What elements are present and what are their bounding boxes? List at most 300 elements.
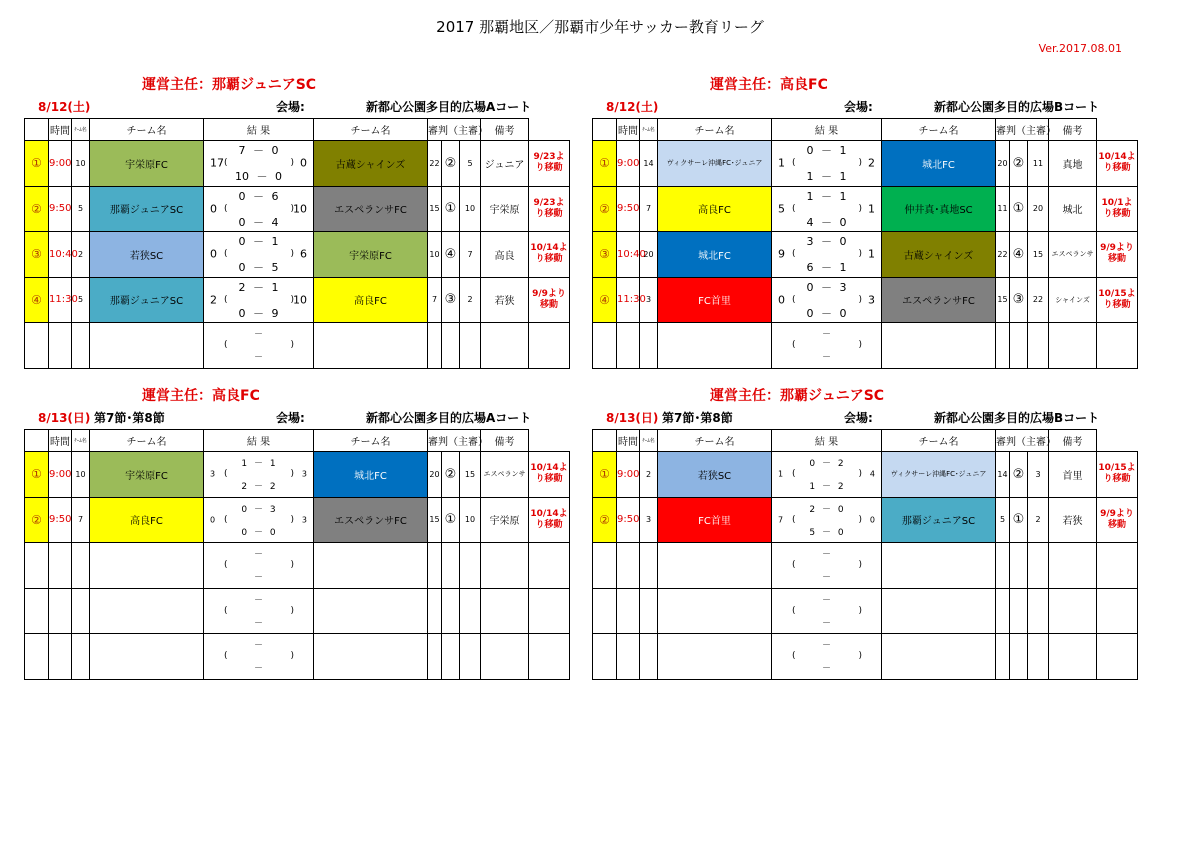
empty-cell [1097,634,1138,680]
referee-match: ② [442,452,460,498]
total-score-2: 2 [868,156,875,170]
match-row [25,141,570,187]
empty-cell [49,634,72,680]
team-2: エスペランサFC [314,497,428,543]
match-result [772,186,882,232]
empty-cell [1010,588,1028,634]
header-team-2: チーム名 [882,119,996,141]
dash-1: － [821,618,831,629]
header-num [593,119,617,141]
header-result: 結 果 [204,119,314,141]
empty-cell [593,323,617,369]
empty-cell [529,588,570,634]
match-row [25,497,570,543]
header-num [25,430,49,452]
paren-close: ) [290,340,294,351]
team-1: 城北FC [658,232,772,278]
schedule-table [592,429,1138,680]
referee-team: 宇栄原 [481,497,529,543]
empty-row [593,634,1138,680]
match-date: 8/13(日) [606,411,659,425]
paren-close: ) [290,514,294,525]
half-1-score: 1 － 1 [806,170,847,184]
team-code-2: 15 [428,186,442,232]
total-score-2: 1 [868,202,875,216]
half-2-score: 0 － 1 [238,235,279,249]
match-row [25,186,570,232]
match-result [772,323,882,369]
paren-close: ) [858,340,862,351]
total-score-2: 10 [293,202,307,216]
empty-cell [882,634,996,680]
match-result [772,452,882,498]
paren-open: ( [224,340,228,351]
paren-open: ( [792,340,796,351]
team-code-2: 15 [428,497,442,543]
match-number: ① [593,452,617,498]
referee-match: ② [1010,452,1028,498]
match-number: ② [25,497,49,543]
empty-row [593,323,1138,369]
half-2-score: 0 － 3 [806,280,847,294]
referee-match: ③ [442,277,460,323]
paren-close: ) [290,249,294,260]
team-1: 高良FC [658,186,772,232]
team-code-1: 5 [72,186,90,232]
empty-cell [882,323,996,369]
empty-cell [658,634,772,680]
match-number: ② [593,186,617,232]
empty-cell [882,588,996,634]
empty-cell [1097,323,1138,369]
match-result [204,634,314,680]
referee-team: 高良 [481,232,529,278]
match-meta [38,409,598,425]
header-time: 時間 [49,430,72,452]
team-code-1: 5 [72,277,90,323]
empty-cell [617,634,640,680]
match-result [204,452,314,498]
match-result [772,277,882,323]
match-note: 10/14より移動 [1097,141,1138,187]
total-score-2: 10 [293,293,307,307]
empty-cell [25,588,49,634]
match-number: ② [25,186,49,232]
venue-label: 会場: [844,411,873,425]
match-result [204,277,314,323]
empty-cell [529,323,570,369]
header-note: 備考 [1049,119,1097,141]
version-label: Ver.2017.08.01 [1038,42,1122,55]
match-meta [606,98,1166,114]
header-team-2: チーム名 [314,119,428,141]
schedule-table [24,118,570,369]
dash-1: － [821,664,831,675]
paren-close: ) [858,158,862,169]
empty-cell [882,543,996,589]
paren-open: ( [224,560,228,571]
referee-team: 城北 [1049,186,1097,232]
paren-close: ) [858,560,862,571]
referee-match: ④ [442,232,460,278]
paren-close: ) [290,560,294,571]
empty-cell [460,588,481,634]
match-number: ② [593,497,617,543]
match-result [204,141,314,187]
kickoff-time: 9:50 [49,186,72,232]
empty-cell [90,634,204,680]
match-note: 9/9より移動 [529,277,570,323]
venue-name: 新都心公園多目的広場Aコート [366,411,532,425]
paren-open: ( [224,469,228,480]
header-code: ﾁｰﾑ名 [72,119,90,141]
empty-cell [1028,634,1049,680]
team-1: FC首里 [658,277,772,323]
empty-cell [428,543,442,589]
total-score-2: 6 [300,247,307,261]
empty-cell [314,323,428,369]
empty-cell [442,323,460,369]
kickoff-time: 11:30 [49,277,72,323]
empty-cell [996,634,1010,680]
empty-cell [640,588,658,634]
empty-cell [72,323,90,369]
header-code: ﾁｰﾑ名 [72,430,90,452]
paren-close: ) [858,605,862,616]
match-note: 10/15より移動 [1097,452,1138,498]
header-time: 時間 [49,119,72,141]
match-number: ① [25,141,49,187]
section-label: 第7節･第8節 [94,411,165,425]
team-code-1: 3 [640,497,658,543]
empty-cell [314,588,428,634]
team-code-2: 11 [996,186,1010,232]
match-date: 8/12(土) [606,100,659,114]
empty-cell [617,323,640,369]
empty-cell [442,588,460,634]
empty-cell [25,323,49,369]
empty-cell [49,323,72,369]
venue-label: 会場: [276,411,305,425]
total-score-2: 0 [300,156,307,170]
paren-open: ( [792,203,796,214]
manager-title: 運営主任：那覇ジュニアSC [710,388,885,404]
paren-open: ( [224,203,228,214]
match-note: 10/14より移動 [529,452,570,498]
kickoff-time: 9:00 [617,141,640,187]
empty-cell [658,588,772,634]
team-code-1: 2 [72,232,90,278]
team-1: 高良FC [90,497,204,543]
match-date: 8/13(日) [38,411,91,425]
empty-cell [314,634,428,680]
match-note: 10/1より移動 [1097,186,1138,232]
empty-cell [481,588,529,634]
match-note: 10/14より移動 [529,232,570,278]
dash-2: － [253,330,263,341]
empty-cell [1028,543,1049,589]
empty-cell [49,588,72,634]
empty-cell [314,543,428,589]
match-meta [38,98,598,114]
match-note: 9/9より移動 [1097,232,1138,278]
referee-team: 若狭 [481,277,529,323]
team-2: 高良FC [314,277,428,323]
empty-cell [658,323,772,369]
total-score-1: 0 [210,515,216,525]
referee-code: 7 [460,232,481,278]
match-number: ④ [25,277,49,323]
total-score-2: 0 [869,515,875,525]
empty-cell [617,543,640,589]
section-label: 第7節･第8節 [662,411,733,425]
team-code-2: 14 [996,452,1010,498]
match-result [204,186,314,232]
match-row [593,232,1138,278]
total-score-1: 17 [210,156,224,170]
empty-cell [996,323,1010,369]
header-note: 備考 [481,430,529,452]
schedule-table [24,429,570,680]
referee-match: ④ [1010,232,1028,278]
empty-row [25,588,570,634]
dash-2: － [821,330,831,341]
half-1-score: 10 － 0 [235,170,282,184]
manager-title: 運営主任：高良FC [710,77,828,93]
manager-title: 運営主任：高良FC [142,388,260,404]
team-1: 宇栄原FC [90,452,204,498]
referee-team: 宇栄原 [481,186,529,232]
kickoff-time: 11:30 [617,277,640,323]
paren-open: ( [224,249,228,260]
kickoff-time: 9:50 [49,497,72,543]
team-1: 若狭SC [658,452,772,498]
match-meta [606,409,1166,425]
paren-open: ( [792,158,796,169]
match-row [25,452,570,498]
header-code: ﾁｰﾑ名 [640,119,658,141]
half-1-score: 4 － 0 [806,215,847,229]
empty-cell [593,588,617,634]
header-num [25,119,49,141]
kickoff-time: 10:40 [49,232,72,278]
empty-cell [1010,323,1028,369]
referee-team: 若狭 [1049,497,1097,543]
referee-team: 真地 [1049,141,1097,187]
team-2: 宇栄原FC [314,232,428,278]
match-result [772,497,882,543]
header-team-1: チーム名 [658,430,772,452]
referee-match: ① [442,186,460,232]
total-score-1: 3 [210,469,216,479]
match-result [204,497,314,543]
empty-cell [460,323,481,369]
team-code-2: 15 [996,277,1010,323]
empty-cell [593,634,617,680]
empty-row [593,543,1138,589]
match-result [772,634,882,680]
dash-2: － [821,550,831,561]
team-1: 若狭SC [90,232,204,278]
header-team-1: チーム名 [658,119,772,141]
referee-team: 首里 [1049,452,1097,498]
empty-row [25,543,570,589]
venue-name: 新都心公園多目的広場Bコート [934,411,1100,425]
half-2-score: 0 － 3 [241,504,276,515]
referee-team: シャインズ [1049,277,1097,323]
venue-label: 会場: [276,100,305,114]
half-2-score: 1 － 1 [241,459,276,470]
total-score-1: 7 [778,515,784,525]
match-number: ④ [593,277,617,323]
half-1-score: 0 － 9 [238,306,279,320]
team-code-1: 20 [640,232,658,278]
header-ref: 審判（主審） [428,119,481,141]
match-row [25,277,570,323]
empty-cell [25,543,49,589]
kickoff-time: 9:00 [49,452,72,498]
header-note: 備考 [1049,430,1097,452]
paren-open: ( [792,651,796,662]
paren-open: ( [792,249,796,260]
empty-cell [1028,323,1049,369]
half-2-score: 2 － 0 [809,504,844,515]
empty-row [25,634,570,680]
manager-title: 運営主任：那覇ジュニアSC [142,77,317,93]
total-score-1: 1 [778,156,785,170]
dash-2: － [253,595,263,606]
match-note: 9/23より移動 [529,141,570,187]
empty-cell [428,588,442,634]
header-result: 結 果 [204,430,314,452]
half-2-score: 0 － 2 [809,459,844,470]
referee-match: ② [1010,141,1028,187]
total-score-2: 4 [869,469,875,479]
dash-1: － [821,353,831,364]
paren-open: ( [224,651,228,662]
team-code-2: 7 [428,277,442,323]
kickoff-time: 10:40 [617,232,640,278]
referee-code: 3 [1028,452,1049,498]
empty-cell [593,543,617,589]
team-code-1: 3 [640,277,658,323]
empty-cell [640,634,658,680]
match-result [772,543,882,589]
half-2-score: 2 － 1 [238,280,279,294]
kickoff-time: 9:00 [617,452,640,498]
team-code-1: 2 [640,452,658,498]
header-team-1: チーム名 [90,119,204,141]
referee-code: 20 [1028,186,1049,232]
referee-code: 2 [460,277,481,323]
paren-close: ) [290,294,294,305]
team-code-1: 14 [640,141,658,187]
paren-close: ) [290,605,294,616]
team-code-2: 22 [996,232,1010,278]
empty-cell [617,588,640,634]
paren-open: ( [792,469,796,480]
paren-close: ) [290,651,294,662]
header-result: 結 果 [772,430,882,452]
referee-team: エスペランサ [481,452,529,498]
empty-cell [72,634,90,680]
half-1-score: 0 － 5 [238,261,279,275]
total-score-1: 2 [210,293,217,307]
team-code-1: 10 [72,141,90,187]
referee-team: エスペランサ [1049,232,1097,278]
dash-1: － [253,664,263,675]
paren-close: ) [858,469,862,480]
kickoff-time: 9:00 [49,141,72,187]
empty-cell [1010,543,1028,589]
empty-cell [460,634,481,680]
referee-code: 5 [460,141,481,187]
paren-open: ( [792,560,796,571]
total-score-1: 1 [778,469,784,479]
empty-cell [1028,588,1049,634]
header-note: 備考 [481,119,529,141]
team-1: ヴィクサーレ沖縄FC･ジュニア [658,141,772,187]
team-2: 仲井真･真地SC [882,186,996,232]
team-code-1: 7 [640,186,658,232]
match-date: 8/12(土) [38,100,91,114]
dash-2: － [821,641,831,652]
empty-cell [640,323,658,369]
half-2-score: 0 － 6 [238,189,279,203]
paren-open: ( [224,294,228,305]
team-code-2: 5 [996,497,1010,543]
match-number: ① [593,141,617,187]
match-note: 9/9より移動 [1097,497,1138,543]
venue-label: 会場: [844,100,873,114]
empty-cell [529,634,570,680]
team-code-1: 10 [72,452,90,498]
total-score-1: 9 [778,247,785,261]
empty-cell [1049,588,1097,634]
empty-cell [1049,543,1097,589]
header-team-2: チーム名 [314,430,428,452]
total-score-1: 5 [778,202,785,216]
header-ref: 審判（主審） [996,430,1049,452]
match-result [204,232,314,278]
empty-cell [996,588,1010,634]
team-2: 古蔵シャインズ [882,232,996,278]
total-score-2: 3 [868,293,875,307]
dash-1: － [253,618,263,629]
venue-name: 新都心公園多目的広場Aコート [366,100,532,114]
empty-cell [1097,588,1138,634]
referee-match: ① [1010,497,1028,543]
empty-cell [428,323,442,369]
paren-open: ( [224,514,228,525]
referee-code: 15 [1028,232,1049,278]
empty-cell [658,543,772,589]
paren-close: ) [290,469,294,480]
match-result [772,141,882,187]
match-row [593,277,1138,323]
header-ref: 審判（主審） [428,430,481,452]
empty-cell [481,323,529,369]
match-result [204,588,314,634]
referee-match: ② [442,141,460,187]
header-time: 時間 [617,119,640,141]
team-2: 城北FC [314,452,428,498]
empty-cell [442,543,460,589]
match-result [772,588,882,634]
dash-1: － [253,353,263,364]
match-number: ① [25,452,49,498]
empty-cell [1049,323,1097,369]
